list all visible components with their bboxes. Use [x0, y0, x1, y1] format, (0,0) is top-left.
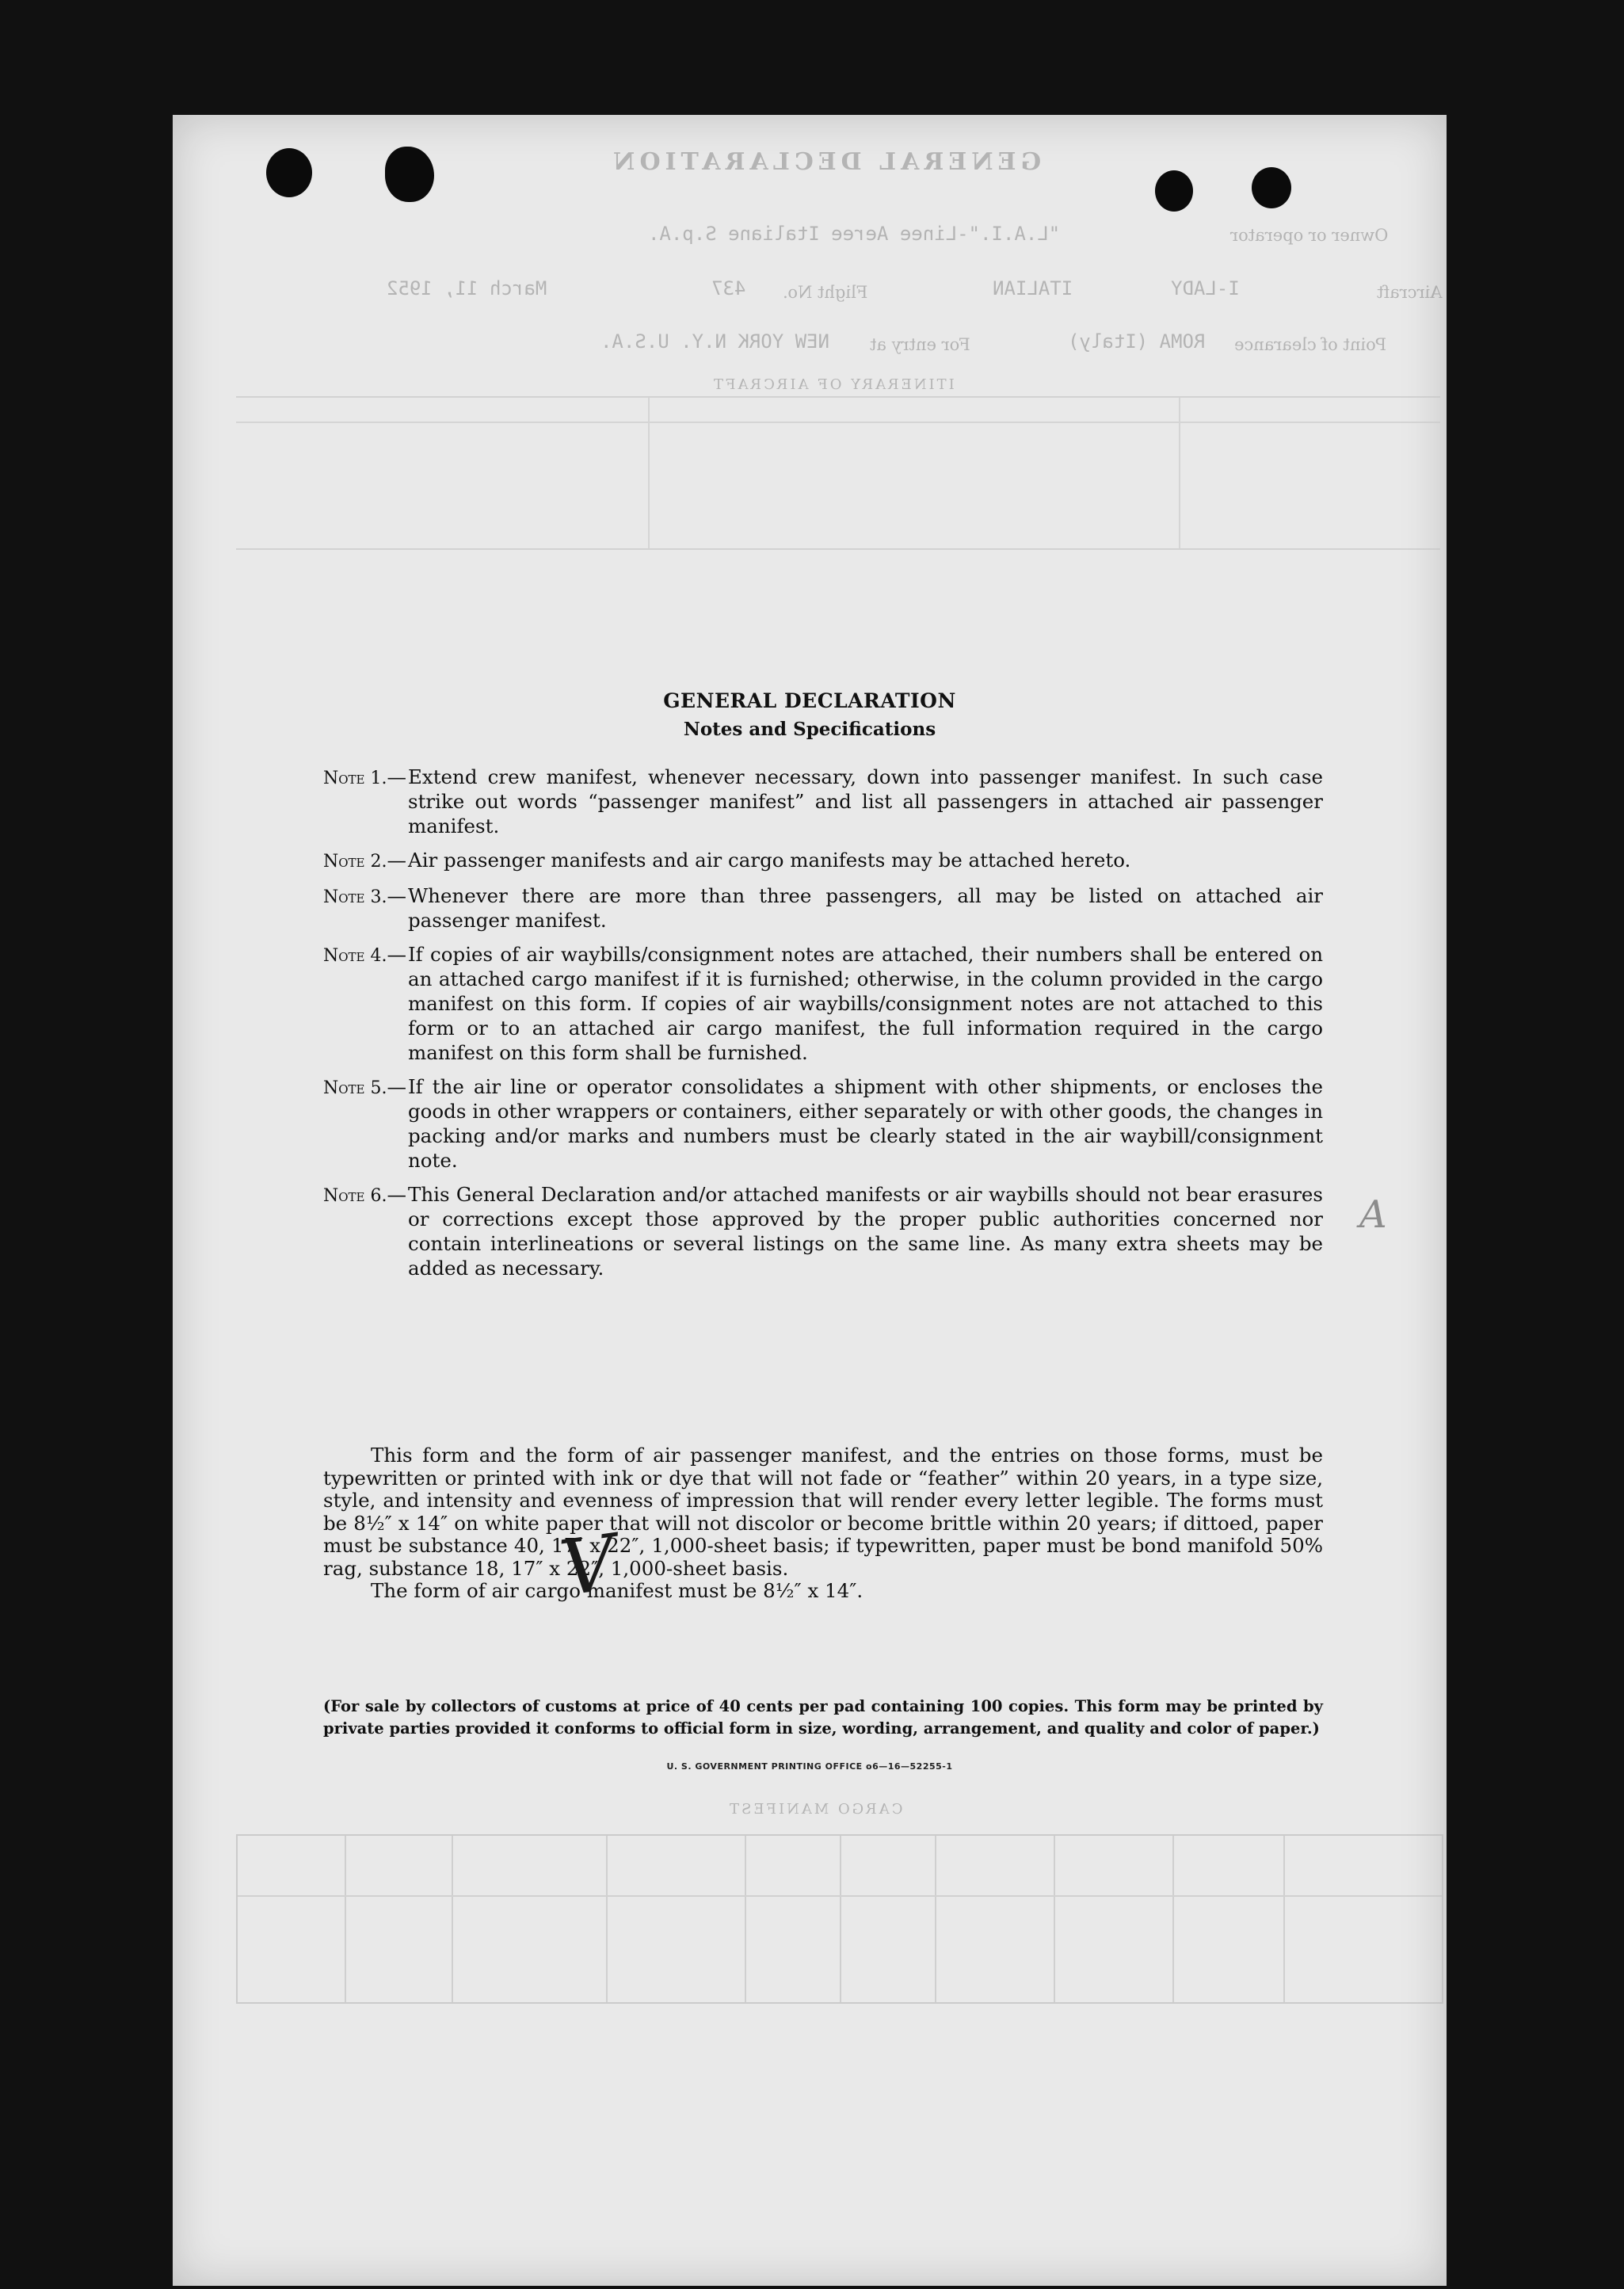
punch-hole [385, 147, 434, 202]
note-item: Note 6.— This General Declaration and/or attached manifests or air waybills should not bear erasures or corrections except those approved by the proper public authorities concerned nor contain interlineations or several listings on the same line. As many extra sheets may be added as necessary. [323, 1183, 1323, 1280]
notes-list [323, 765, 1323, 1290]
declaration-heading [173, 689, 1447, 740]
bleed-itinerary: ITINERARY OF AIRCRAFT [711, 376, 955, 393]
note-text: This General Declaration and/or attached manifests or air waybills should not bear erasures or corrections except those approved by the proper public authorities concerned nor contain interlineations or several listings on the same line. As many extra sheets may be added as necessary. [408, 1183, 1323, 1280]
note-label: Note 5. [323, 1078, 387, 1098]
note-item: Note 4.— If copies of air waybills/consignment notes are attached, their numbers shall be entered on an attached cargo manifest if it is furnished; otherwise, in the column provided in the cargo manifest on this form. If copies of air waybills/consignment notes are not attached to this form or to an attached air cargo manifest, the full information required in the cargo manifest on this form shall be furnished. [323, 943, 1323, 1064]
bleed-aircraft-value: I-LADY [1171, 277, 1240, 299]
punch-hole [1252, 167, 1291, 208]
note-item: Note 1.— Extend crew manifest, whenever necessary, down into passenger manifest. In such case strike out words “passenger manifest” and list all passengers in attached air passenger manifest. [323, 765, 1323, 837]
bleed-title: GENERAL DECLARATION [608, 148, 1042, 176]
note-text: Air passenger manifests and air cargo manifests may be attached hereto. [408, 849, 1131, 872]
note-label: Note 1. [323, 769, 387, 788]
punch-hole [1155, 170, 1193, 212]
handwritten-letter-mark: A [1359, 1192, 1387, 1237]
sale-notice: (For sale by collectors of customs at price of 40 cents per pad containing 100 copies. This form may be printed by private parties provided it conforms to official form in size, wording, arrangement, and quality and color of paper.) [323, 1697, 1323, 1738]
bleed-clearance-value: ROMA (Italy) [1068, 330, 1206, 353]
printer-imprint: U. S. GOVERNMENT PRINTING OFFICE o6—16—52255-1 [666, 1761, 953, 1772]
specification-paragraph [323, 1444, 1323, 1603]
bleed-nationality: ITALIAN [993, 277, 1073, 299]
note-text: If copies of air waybills/consignment notes are attached, their numbers shall be entered on an attached cargo manifest if it is furnished; otherwise, in the column provided in the cargo manifest on this form. If copies of air waybills/consignment notes are not attached to this form or to an attached air cargo manifest, the full information required in the cargo manifest on this form shall be furnished. [408, 943, 1323, 1064]
bleed-aircraft-label: Aircraft [1377, 283, 1443, 302]
page-subtitle: Notes and Specifications [683, 719, 936, 740]
bleed-flight-value: 437 [711, 277, 746, 299]
handwritten-check-mark: V [555, 1517, 622, 1614]
paper-specification-text: This form and the form of air passenger manifest, and the entries on those forms, must be typewritten or printed with ink or dye that will not fade or “feather” within 20 years, in a type size, style, and intensity and evenness of impression that will render every letter legible. The forms must be 8½″ x 14″ on white paper that will not discolor or become brittle within 20 years; if dittoed, paper must be substance 40, 17″ x 22″, 1,000-sheet basis; if typewritten, paper must be bond manifold 50% rag, substance 18, 17″ x 22″, 1,000-sheet basis. [323, 1444, 1323, 1580]
note-text: Whenever there are more than three passengers, all may be listed on attached air passenger manifest. [408, 884, 1323, 932]
punch-hole [266, 148, 312, 197]
bleed-entry-label: For entry at [870, 335, 970, 354]
page-title: GENERAL DECLARATION [663, 689, 956, 712]
note-label: Note 2. [323, 852, 387, 872]
bleed-itinerary-table [236, 396, 1440, 550]
note-item: Note 3.— Whenever there are more than three passengers, all may be listed on attached air passenger manifest. [323, 884, 1323, 932]
note-item: Note 2.— Air passenger manifests and air cargo manifests may be attached hereto. [323, 848, 1323, 874]
bleed-owner-label: Owner or operator [1230, 226, 1389, 245]
note-label: Note 3. [323, 887, 387, 907]
bleed-cargo-table [236, 1834, 1443, 2004]
note-label: Note 6. [323, 1186, 387, 1206]
note-item: Note 5.— If the air line or operator consolidates a shipment with other shipments, or encloses the goods in other wrappers or containers, either separately or with other goods, the changes in packing and/or marks and numbers must be clearly stated in the air waybill/consignment note. [323, 1075, 1323, 1172]
bleed-clearance-label: Point of clearance [1234, 335, 1387, 354]
bleed-owner-value: "L.A.I."-Linee Aeree Italiane S.p.A. [648, 223, 1061, 245]
bleed-entry-value: NEW YORK N.Y. U.S.A. [600, 330, 829, 353]
cargo-manifest-size-text: The form of air cargo manifest must be 8½″ x 14″. [371, 1579, 863, 1602]
document-page [173, 115, 1447, 2286]
bleed-cargo-manifest: CARGO MANIFEST [727, 1801, 903, 1818]
note-text: If the air line or operator consolidates a shipment with other shipments, or encloses the goods in other wrappers or containers, either separately or with other goods, the changes in packing and/or marks and numbers must be clearly stated in the air waybill/consignment note. [408, 1075, 1323, 1172]
note-label: Note 4. [323, 946, 387, 966]
bleed-flight-label: Flight No. [783, 283, 868, 302]
bleed-date-value: March 11, 1952 [387, 277, 547, 299]
note-text: Extend crew manifest, whenever necessary, down into passenger manifest. In such case strike out words “passenger manifest” and list all passengers in attached air passenger manifest. [408, 765, 1323, 837]
